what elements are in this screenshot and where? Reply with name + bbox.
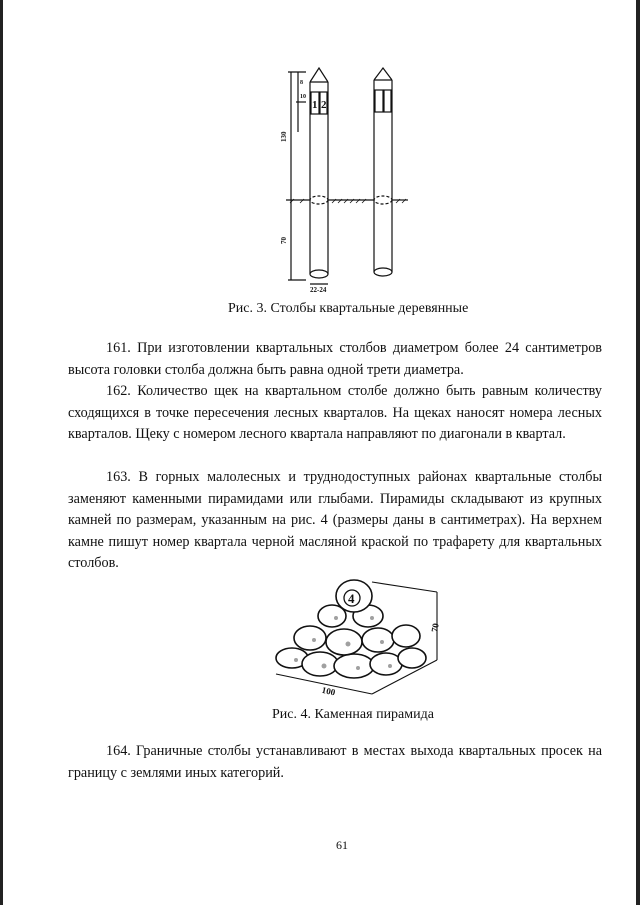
paragraph-161: 161. При изготовлении квартальных столбов диаметром более 24 сантиметров высота головки столба должна быть равна одной трети диаметра. (68, 340, 602, 378)
pyramid-base-label: 100 (320, 684, 337, 698)
figure-3-caption: Рис. 3. Столбы квартальные деревянные (228, 301, 469, 316)
figure-3-wooden-posts (276, 62, 426, 294)
cheek-number-2: 2 (321, 99, 327, 111)
head-part-label-a: 8 (300, 80, 303, 86)
height-label-total: 130 (280, 131, 288, 142)
cheek-number-1: 1 (312, 99, 318, 111)
paragraph-163: 163. В горных малолесных и труднодоступных районах квартальные столбы заменяют каменными пирамидами или глыбами. Пирамиды складывают из крупных камней по размерам, указанным на рис. 4 (размеры даны в сантиметрах). На верхнем камне пишут номер квартала черной масляной краской по трафарету для квартальных столбов. (68, 469, 602, 571)
figure-4-stone-pyramid (272, 572, 448, 704)
paragraph-164: 164. Граничные столбы устанавливают в местах выхода квартальных просек на границу с землями иных категорий. (68, 743, 602, 781)
paragraph-162: 162. Количество щек на квартальном столбе должно быть равным количеству сходящихся в точке пересечения лесных кварталов. На щеках наносят номера лесных кварталов. Щеку с номером лесного квартала направляют по диагонали в квартал. (68, 383, 602, 442)
head-part-label-b: 10 (300, 94, 306, 100)
stone-number: 4 (348, 591, 355, 606)
pyramid-height-label: 70 (429, 622, 441, 633)
figure-4-caption: Рис. 4. Каменная пирамида (272, 707, 434, 722)
diameter-label: 22-24 (310, 286, 327, 294)
height-label-underground: 70 (280, 237, 288, 244)
page-number: 61 (336, 838, 348, 852)
